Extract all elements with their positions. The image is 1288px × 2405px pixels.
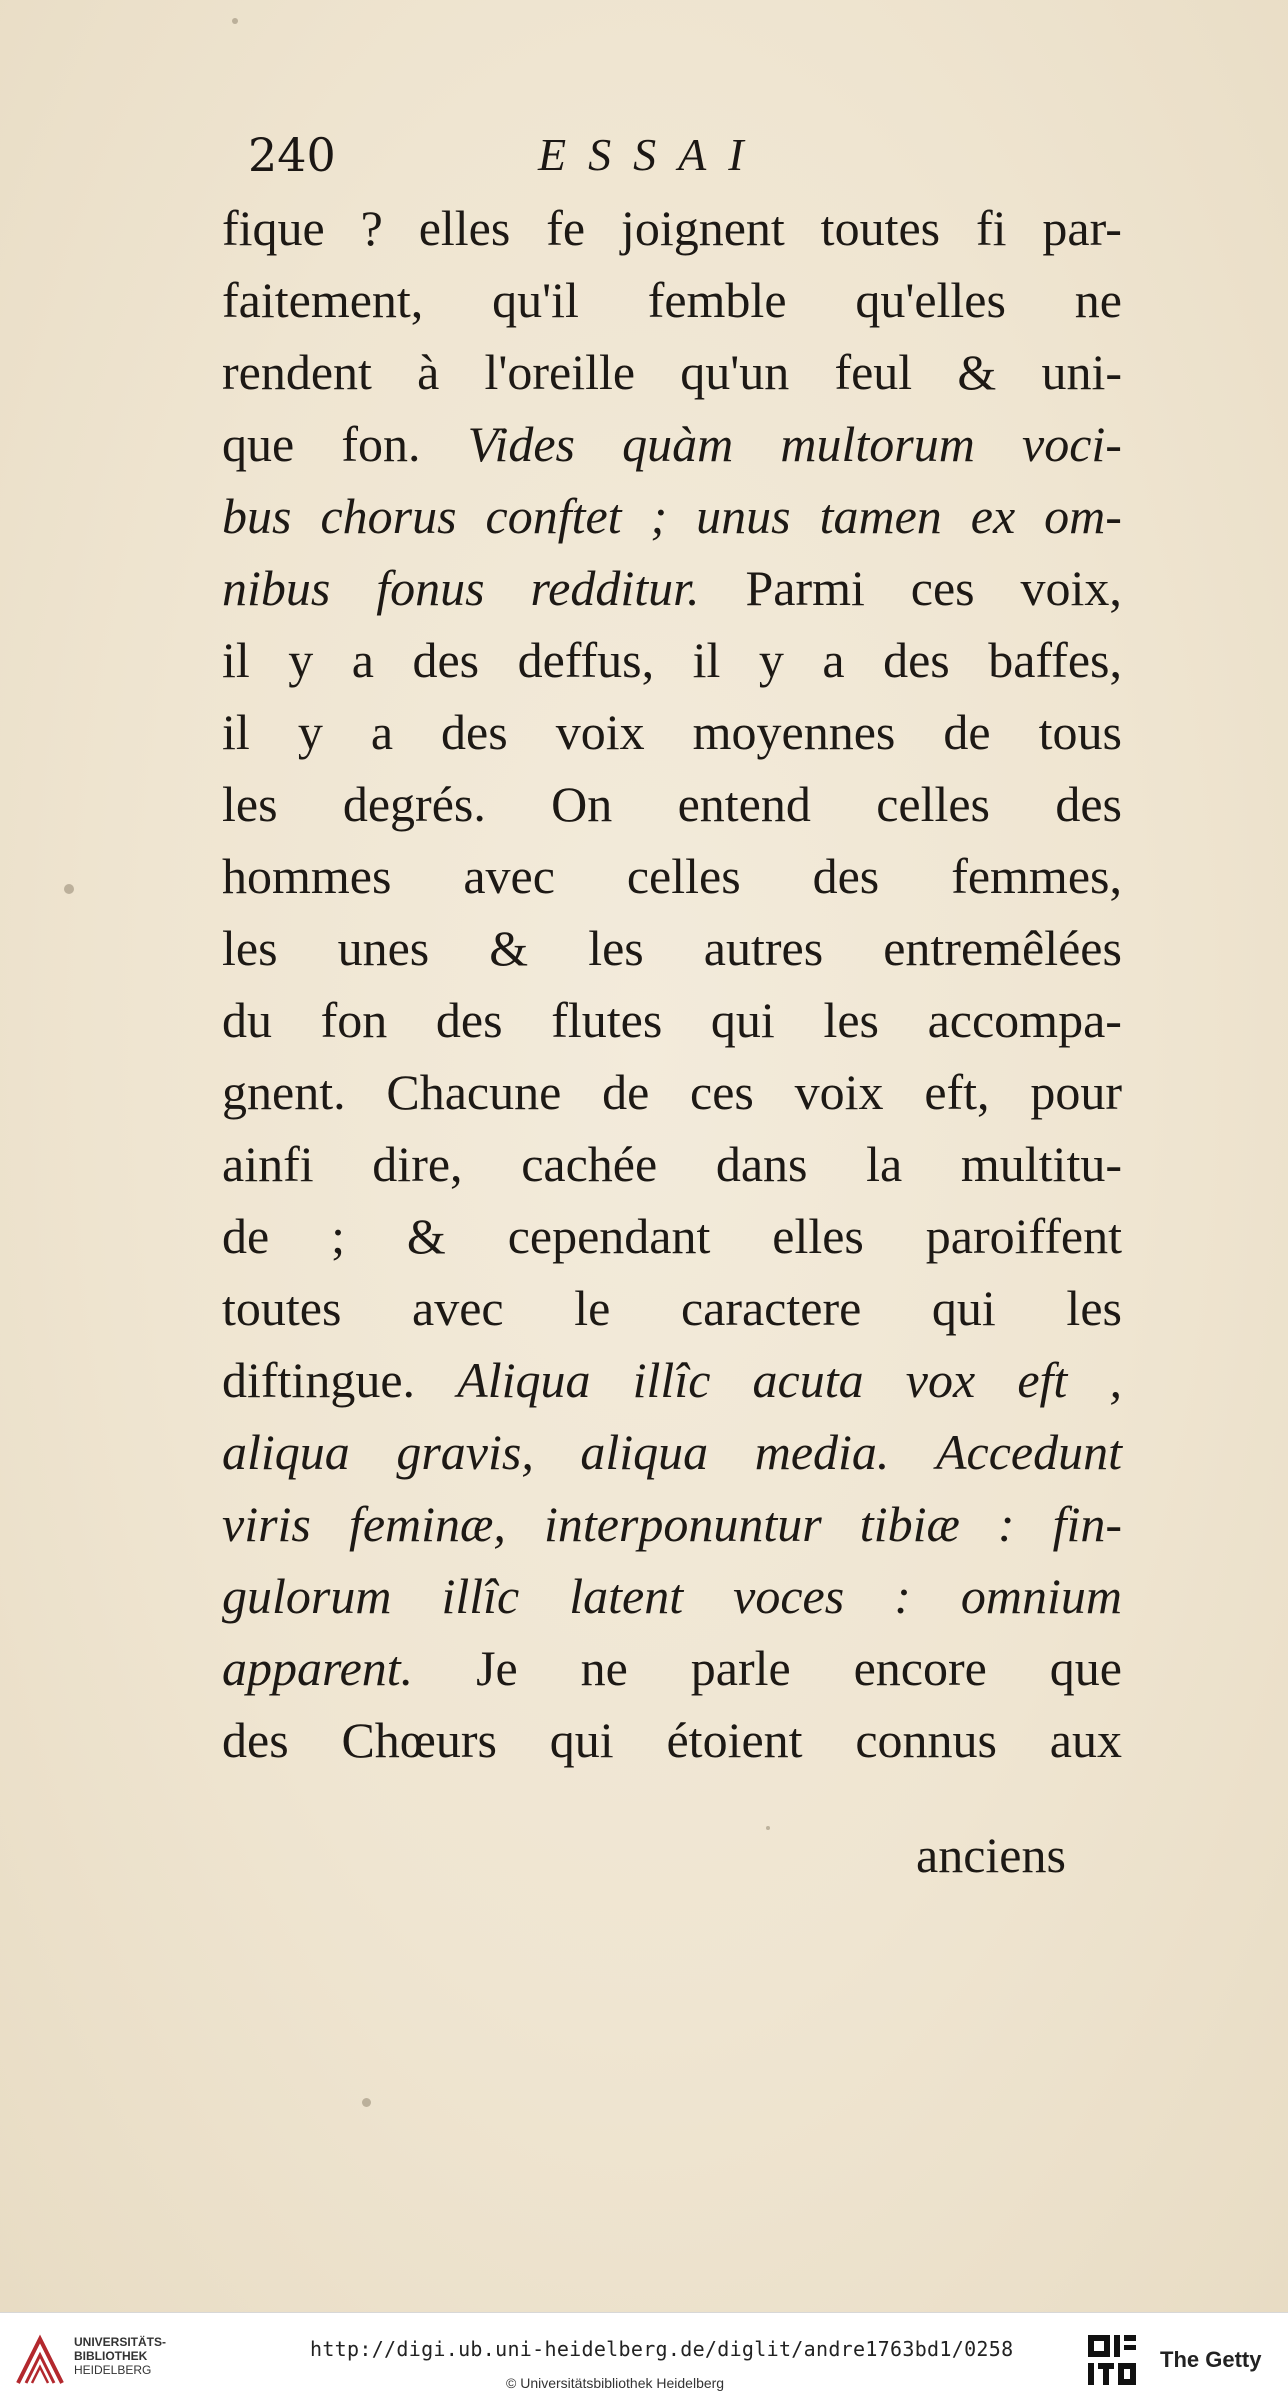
text-word: fon. <box>341 416 421 472</box>
text-word: Vides <box>467 416 576 472</box>
text-word: faitement, <box>222 272 424 328</box>
text-line <box>222 1128 1122 1200</box>
text-word: flutes <box>551 992 663 1048</box>
text-word: fonus <box>376 560 485 616</box>
text-word: cachée <box>521 1136 658 1192</box>
text-word: a <box>822 632 845 688</box>
text-word: viris <box>222 1496 311 1552</box>
paper-speck <box>64 884 74 894</box>
text-word: entend <box>677 776 811 832</box>
text-word: deffus, <box>517 632 655 688</box>
text-word: a <box>370 704 394 760</box>
text-line <box>222 768 1122 840</box>
text-word: chorus <box>320 488 457 544</box>
text-word: que <box>1049 1640 1122 1696</box>
text-line <box>222 552 1122 624</box>
text-word: fin- <box>1052 1496 1122 1552</box>
text-word: femble <box>647 272 787 328</box>
text-line <box>222 192 1122 264</box>
text-word: gravis, <box>396 1424 534 1480</box>
text-word: baffes, <box>988 632 1122 688</box>
text-word: dans <box>715 1136 808 1192</box>
text-word: connus <box>855 1712 997 1768</box>
text-word: paroiffent <box>925 1208 1122 1264</box>
text-word: multorum <box>780 416 975 472</box>
text-word: fique <box>222 200 325 256</box>
text-word: les <box>823 992 879 1048</box>
text-word: Chœurs <box>341 1712 498 1768</box>
text-word: bus <box>222 488 292 544</box>
text-word: il <box>222 704 250 760</box>
text-word: On <box>551 776 613 832</box>
library-name-line: UNIVERSITÄTS- <box>74 2335 167 2349</box>
text-word: fi <box>975 200 1007 256</box>
text-word: le <box>574 1280 611 1336</box>
text-word: les <box>222 776 278 832</box>
text-word: avec <box>412 1280 504 1336</box>
page-header <box>248 128 1118 188</box>
text-word: conftet <box>485 488 622 544</box>
text-line <box>222 912 1122 984</box>
library-name-line: HEIDELBERG <box>74 2363 152 2377</box>
text-line <box>222 1200 1122 1272</box>
text-word: qui <box>549 1712 614 1768</box>
text-word: des <box>441 704 508 760</box>
text-word: les <box>588 920 644 976</box>
text-word: Chacune <box>386 1064 562 1120</box>
text-word: latent <box>569 1568 684 1624</box>
text-line <box>222 1488 1122 1560</box>
paper-speck <box>766 1826 770 1830</box>
text-word: joignent <box>620 200 785 256</box>
text-line <box>222 1056 1122 1128</box>
getty-logo-icon <box>1084 2331 1140 2389</box>
text-word: encore <box>853 1640 987 1696</box>
text-word: voix, <box>1020 560 1122 616</box>
text-line <box>222 1272 1122 1344</box>
text-word: quàm <box>622 416 734 472</box>
text-word: Parmi <box>745 560 865 616</box>
viewer-footer <box>0 2312 1288 2405</box>
text-word: eft <box>1017 1352 1068 1408</box>
text-word: eft, <box>924 1064 990 1120</box>
text-word: les <box>222 920 278 976</box>
text-word: toutes <box>820 200 941 256</box>
text-word: des <box>883 632 950 688</box>
text-word: fe <box>546 200 586 256</box>
text-word: gulorum <box>222 1568 392 1624</box>
text-line <box>222 480 1122 552</box>
text-word: , <box>1109 1352 1122 1408</box>
text-word: du <box>222 992 272 1048</box>
text-word: Je <box>476 1640 518 1696</box>
text-word: elles <box>772 1208 864 1264</box>
text-word: ne <box>1074 272 1122 328</box>
text-word: l'oreille <box>484 344 636 400</box>
university-library-logo-icon <box>12 2333 68 2389</box>
text-line <box>222 264 1122 336</box>
text-word: des <box>435 992 503 1048</box>
text-word: uni- <box>1041 344 1122 400</box>
text-word: aux <box>1049 1712 1122 1768</box>
text-word: & <box>957 344 997 400</box>
text-word: y <box>288 632 314 688</box>
text-word: de <box>222 1208 270 1264</box>
text-word: ne <box>580 1640 628 1696</box>
text-word: rendent <box>222 344 372 400</box>
text-word: diftingue. <box>222 1352 416 1408</box>
text-word: voces <box>733 1568 845 1624</box>
text-word: omnium <box>960 1568 1122 1624</box>
text-word: il <box>222 632 250 688</box>
text-word: de <box>943 704 991 760</box>
text-word: Accedunt <box>935 1424 1122 1480</box>
copyright-notice: © Universitätsbibliothek Heidelberg <box>506 2375 725 2391</box>
running-title: ESSAI <box>538 129 766 180</box>
text-word: des <box>1055 776 1122 832</box>
text-line <box>222 1416 1122 1488</box>
text-word: moyennes <box>692 704 896 760</box>
text-word: qu'il <box>492 272 579 328</box>
text-word: ainfi <box>222 1136 314 1192</box>
text-word: acuta <box>752 1352 864 1408</box>
text-line <box>222 1344 1122 1416</box>
text-word: dire, <box>372 1136 463 1192</box>
text-line <box>222 1560 1122 1632</box>
text-word: y <box>297 704 323 760</box>
text-word: ; <box>331 1208 345 1264</box>
paper-speck <box>232 18 238 24</box>
text-word: Aliqua <box>457 1352 591 1408</box>
text-word: gnent. <box>222 1064 346 1120</box>
text-word: ex <box>970 488 1016 544</box>
catchword: anciens <box>916 1827 1066 1883</box>
text-word: parle <box>690 1640 791 1696</box>
text-word: tamen <box>819 488 942 544</box>
text-word: : <box>997 1496 1015 1552</box>
text-word: que <box>222 416 295 472</box>
text-word: autres <box>703 920 824 976</box>
text-word: vox <box>905 1352 976 1408</box>
text-word: illîc <box>632 1352 711 1408</box>
text-line <box>222 408 1122 480</box>
text-word: accompa- <box>927 992 1122 1048</box>
text-word: degrés. <box>342 776 486 832</box>
text-word: entremêlées <box>883 920 1122 976</box>
text-word: aliqua <box>222 1424 350 1480</box>
text-line <box>222 696 1122 768</box>
text-word: ; <box>650 488 668 544</box>
text-word: feul <box>834 344 913 400</box>
text-line <box>222 984 1122 1056</box>
text-word: tibiæ <box>859 1496 960 1552</box>
text-word: qu'un <box>680 344 790 400</box>
text-word: ces <box>690 1064 754 1120</box>
text-word: avec <box>463 848 555 904</box>
text-word: voci- <box>1022 416 1122 472</box>
text-line <box>222 624 1122 696</box>
text-word: la <box>866 1136 903 1192</box>
text-word: om- <box>1044 488 1122 544</box>
text-word: elles <box>418 200 511 256</box>
text-word: celles <box>876 776 991 832</box>
text-word: caractere <box>680 1280 862 1336</box>
text-word: les <box>1066 1280 1122 1336</box>
text-word: interponuntur <box>543 1496 822 1552</box>
library-name-line: BIBLIOTHEK <box>74 2349 148 2363</box>
text-word: à <box>417 344 440 400</box>
body-text <box>222 192 1122 1776</box>
text-word: toutes <box>222 1280 342 1336</box>
text-word: voix <box>555 704 645 760</box>
text-line <box>222 336 1122 408</box>
text-line <box>222 1704 1122 1776</box>
text-word: femmes, <box>951 848 1122 904</box>
page-number: 240 <box>248 128 336 182</box>
text-word: redditur. <box>530 560 700 616</box>
text-line <box>222 1632 1122 1704</box>
text-line <box>222 840 1122 912</box>
library-name <box>74 2335 166 2377</box>
text-word: fon <box>320 992 388 1048</box>
text-word: par- <box>1042 200 1122 256</box>
text-word: & <box>489 920 529 976</box>
text-word: unes <box>337 920 430 976</box>
text-word: multitu- <box>960 1136 1122 1192</box>
permalink-url[interactable]: http://digi.ub.uni-heidelberg.de/diglit/andre1763bd1/0258 <box>310 2337 1014 2361</box>
text-word: ? <box>360 200 383 256</box>
text-word: apparent. <box>222 1640 414 1696</box>
text-word: cependant <box>507 1208 711 1264</box>
text-word: media. <box>754 1424 890 1480</box>
text-word: celles <box>626 848 741 904</box>
text-word: aliqua <box>580 1424 709 1480</box>
text-word: unus <box>696 488 791 544</box>
text-word: y <box>758 632 784 688</box>
text-word: il <box>692 632 721 688</box>
text-word: ces <box>910 560 975 616</box>
text-word: pour <box>1030 1064 1122 1120</box>
text-word: : <box>894 1568 911 1624</box>
text-word: des <box>412 632 480 688</box>
text-word: qui <box>931 1280 996 1336</box>
getty-name: The Getty <box>1160 2347 1262 2372</box>
text-word: voix <box>794 1064 884 1120</box>
text-word: qu'elles <box>855 272 1006 328</box>
text-word: étoient <box>666 1712 803 1768</box>
text-word: a <box>351 632 374 688</box>
paper-speck <box>362 2098 371 2107</box>
text-word: tous <box>1038 704 1122 760</box>
text-word: feminæ, <box>348 1496 506 1552</box>
text-word: des <box>812 848 880 904</box>
text-word: des <box>222 1712 289 1768</box>
text-word: hommes <box>222 848 392 904</box>
text-word: illîc <box>441 1568 520 1624</box>
text-word: de <box>602 1064 650 1120</box>
text-word: nibus <box>222 560 331 616</box>
text-word: & <box>406 1208 446 1264</box>
text-word: qui <box>710 992 775 1048</box>
